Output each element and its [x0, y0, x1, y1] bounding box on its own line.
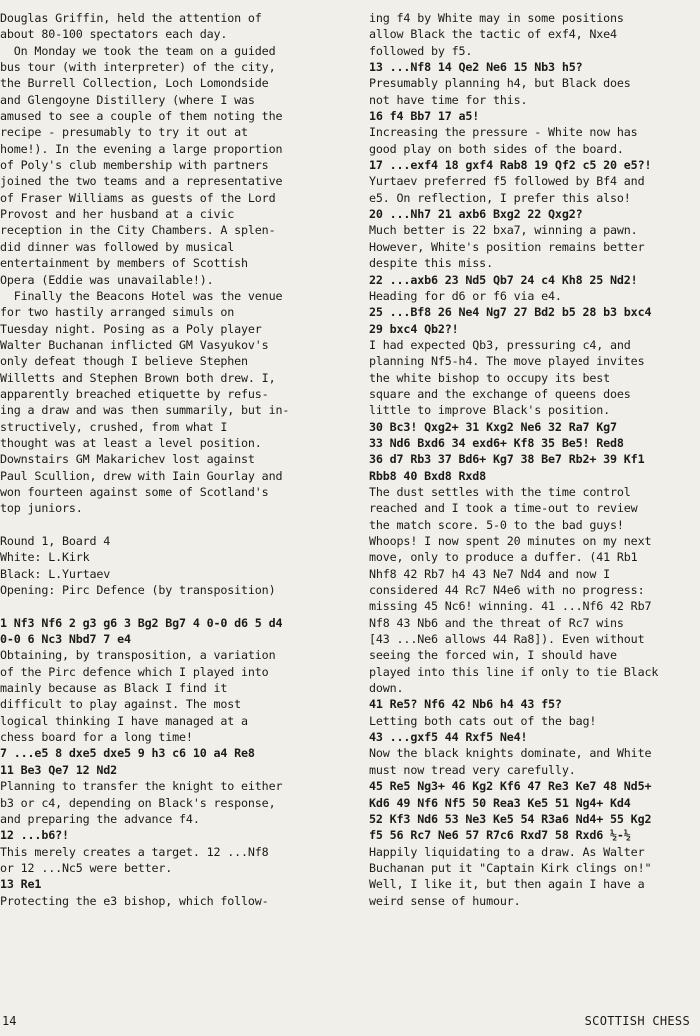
- text-line: Whoops! I now spent 20 minutes on my next: [369, 534, 652, 548]
- text-line: down.: [369, 681, 404, 696]
- move-line: 12 ...b6?!: [0, 828, 69, 843]
- move-line: 41 Re5? Nf6 42 Nb6 h4 43 f5?: [369, 697, 562, 712]
- text-line: followed by f5.: [369, 43, 473, 58]
- text-line: and Glengoyne Distillery (where I was: [0, 92, 255, 107]
- text-line: recipe - presumably to try it out at: [0, 125, 248, 140]
- text-line: Protecting the e3 bishop, which follow-: [0, 893, 269, 908]
- text-line: Planning to transfer the knight to either: [0, 779, 283, 794]
- text-line: Black: L.Yurtaev: [0, 566, 111, 581]
- text-line: reached and I took a time-out to review: [369, 501, 638, 516]
- text-line: seeing the forced win, I should have: [369, 648, 617, 663]
- move-line: 36 d7 Rb3 37 Bd6+ Kg7 38 Be7 Rb2+ 39 Kf1: [369, 452, 645, 467]
- text-line: Paul Scullion, drew with Iain Gourlay and: [0, 468, 283, 483]
- text-line: The dust settles with the time control: [369, 484, 631, 499]
- text-line: Much better is 22 bxa7, winning a pawn.: [369, 223, 638, 238]
- move-line: 11 Be3 Qe7 12 Nd2: [0, 762, 118, 777]
- text-line: Douglas Griffin, held the attention of: [0, 11, 262, 25]
- text-line: chess board for a long time!: [0, 730, 193, 745]
- text-line: ing f4 by White may in some positions: [369, 11, 624, 25]
- text-line: considered 44 Rc7 N4e6 with no progress:: [369, 583, 645, 598]
- text-line: [43 ...Ne6 allows 44 Ra8]). Even without: [369, 632, 645, 647]
- move-line: 25 ...Bf8 26 Ne4 Ng7 27 Bd2 b5 28 b3 bxc4: [369, 305, 652, 320]
- text-line: Letting both cats out of the bag!: [369, 713, 597, 728]
- text-line: entertainment by members of Scottish: [0, 256, 248, 271]
- text-line: joined the two teams and a representative: [0, 174, 283, 189]
- move-line: 22 ...axb6 23 Nd5 Qb7 24 c4 Kh8 25 Nd2!: [369, 272, 638, 287]
- text-line: weird sense of humour.: [369, 893, 521, 908]
- move-line: 29 bxc4 Qb2?!: [369, 321, 459, 336]
- text-line: logical thinking I have managed at a: [0, 713, 248, 728]
- blank-line: [0, 517, 343, 533]
- text-line: e5. On reflection, I prefer this also!: [369, 190, 631, 205]
- move-line: 1 Nf3 Nf6 2 g3 g6 3 Bg2 Bg7 4 0-0 d6 5 d4: [0, 615, 283, 630]
- text-line: the Burrell Collection, Loch Lomondside: [0, 76, 269, 91]
- text-line: I had expected Qb3, pressuring c4, and: [369, 337, 631, 352]
- move-line: 0-0 6 Nc3 Nbd7 7 e4: [0, 632, 131, 647]
- publication-title: SCOTTISH CHESS: [584, 1014, 690, 1028]
- move-line: 13 ...Nf8 14 Qe2 Ne6 15 Nb3 h5?: [369, 60, 583, 75]
- text-line: b3 or c4, depending on Black's response,: [0, 795, 276, 810]
- text-line: Obtaining, by transposition, a variation: [0, 648, 276, 663]
- page-number: 14: [2, 1014, 17, 1028]
- text-line: Opera (Eddie was unavailable!).: [0, 272, 214, 287]
- blank-line: [0, 598, 343, 614]
- text-line: Tuesday night. Posing as a Poly player: [0, 321, 262, 336]
- text-line: structively, crushed, from what I: [0, 419, 228, 434]
- text-line: However, White's position remains better: [369, 239, 645, 254]
- move-line: f5 56 Rc7 Ne6 57 R7c6 Rxd7 58 Rxd6 ½-½: [369, 828, 631, 843]
- text-line: only defeat though I believe Stephen: [0, 354, 248, 369]
- text-line: mainly because as Black I find it: [0, 681, 228, 696]
- text-line: Happily liquidating to a draw. As Walter: [369, 844, 645, 859]
- text-line: Willetts and Stephen Brown both drew. I,: [0, 370, 276, 385]
- text-line: amused to see a couple of them noting the: [0, 109, 283, 124]
- move-line: 33 Nd6 Bxd6 34 exd6+ Kf8 35 Be5! Red8: [369, 435, 624, 450]
- text-line: planning Nf5-h4. The move played invites: [369, 354, 645, 369]
- text-line: did dinner was followed by musical: [0, 239, 235, 254]
- text-line: Nhf8 42 Rb7 h4 43 Ne7 Nd4 and now I: [369, 566, 611, 581]
- text-line: allow Black the tactic of exf4, Nxe4: [369, 27, 617, 42]
- text-line: won fourteen against some of Scotland's: [0, 484, 269, 499]
- text-line: bus tour (with interpreter) of the city,: [0, 60, 276, 75]
- text-line: of Fraser Williams as guests of the Lord: [0, 190, 276, 205]
- text-line: Nf8 43 Nb6 and the threat of Rc7 wins: [369, 615, 624, 630]
- text-line: not have time for this.: [369, 92, 528, 107]
- text-line: Yurtaev preferred f5 followed by Bf4 and: [369, 174, 645, 189]
- move-line: 52 Kf3 Nd6 53 Ne3 Ke5 54 R3a6 Nd4+ 55 Kg2: [369, 811, 652, 826]
- text-line: Increasing the pressure - White now has: [369, 125, 638, 140]
- text-line: square and the exchange of queens does: [369, 386, 631, 401]
- text-line: little to improve Black's position.: [369, 403, 611, 418]
- move-line: 16 f4 Bb7 17 a5!: [369, 109, 480, 124]
- text-line: about 80-100 spectators each day.: [0, 27, 228, 42]
- move-line: Kd6 49 Nf6 Nf5 50 Rea3 Ke5 51 Ng4+ Kd4: [369, 795, 631, 810]
- text-line: Provost and her husband at a civic: [0, 207, 235, 222]
- text-line: ing a draw and was then summarily, but in-: [0, 403, 290, 418]
- text-line: Now the black knights dominate, and White: [369, 746, 652, 761]
- text-line: for two hastily arranged simuls on: [0, 305, 235, 320]
- text-line: of the Pirc defence which I played into: [0, 664, 269, 679]
- text-line: Well, I like it, but then again I have a: [369, 877, 645, 892]
- text-line: despite this miss.: [369, 256, 493, 271]
- text-line: or 12 ...Nc5 were better.: [0, 860, 173, 875]
- move-line: 45 Re5 Ng3+ 46 Kg2 Kf6 47 Re3 Ke7 48 Nd5+: [369, 779, 652, 794]
- text-line: Opening: Pirc Defence (by transposition): [0, 583, 276, 598]
- text-line: the match score. 5-0 to the bad guys!: [369, 517, 624, 532]
- move-line: 13 Re1: [0, 877, 42, 892]
- left-column: [0, 10, 343, 909]
- move-line: 30 Bc3! Qxg2+ 31 Kxg2 Ne6 32 Ra7 Kg7: [369, 419, 617, 434]
- text-line: thought was at least a level position.: [0, 435, 262, 450]
- text-line: On Monday we took the team on a guided: [0, 43, 276, 58]
- move-line: 17 ...exf4 18 gxf4 Rab8 19 Qf2 c5 20 e5?!: [369, 158, 652, 173]
- text-line: Downstairs GM Makarichev lost against: [0, 452, 255, 467]
- text-line: the white bishop to occupy its best: [369, 370, 611, 385]
- text-line: played into this line if only to tie Black: [369, 664, 659, 679]
- text-line: missing 45 Nc6! winning. 41 ...Nf6 42 Rb7: [369, 599, 652, 614]
- text-line: move, only to produce a duffer. (41 Rb1: [369, 550, 638, 565]
- text-line: difficult to play against. The most: [0, 697, 242, 712]
- text-line: Buchanan put it "Captain Kirk clings on!": [369, 860, 652, 875]
- text-line: Walter Buchanan inflicted GM Vasyukov's: [0, 337, 269, 352]
- move-line: 43 ...gxf5 44 Rxf5 Ne4!: [369, 730, 528, 745]
- text-line: Heading for d6 or f6 via e4.: [369, 288, 562, 303]
- text-line: home!). In the evening a large proportion: [0, 141, 283, 156]
- text-line: reception in the City Chambers. A splen-: [0, 223, 276, 238]
- text-line: of Poly's club membership with partners: [0, 158, 269, 173]
- text-line: top juniors.: [0, 501, 83, 516]
- text-line: and preparing the advance f4.: [0, 811, 200, 826]
- text-line: Presumably planning h4, but Black does: [369, 76, 631, 91]
- text-line: White: L.Kirk: [0, 550, 90, 565]
- move-line: Rbb8 40 Bxd8 Rxd8: [369, 468, 487, 483]
- right-column: [369, 10, 687, 909]
- move-line: 20 ...Nh7 21 axb6 Bxg2 22 Qxg2?: [369, 207, 583, 222]
- text-line: apparently breached etiquette by refus-: [0, 386, 269, 401]
- move-line: 7 ...e5 8 dxe5 dxe5 9 h3 c6 10 a4 Re8: [0, 746, 255, 761]
- text-line: must now tread very carefully.: [369, 762, 576, 777]
- text-line: This merely creates a target. 12 ...Nf8: [0, 844, 269, 859]
- text-line: good play on both sides of the board.: [369, 141, 624, 156]
- text-line: Round 1, Board 4: [0, 534, 111, 548]
- text-line: Finally the Beacons Hotel was the venue: [0, 288, 283, 303]
